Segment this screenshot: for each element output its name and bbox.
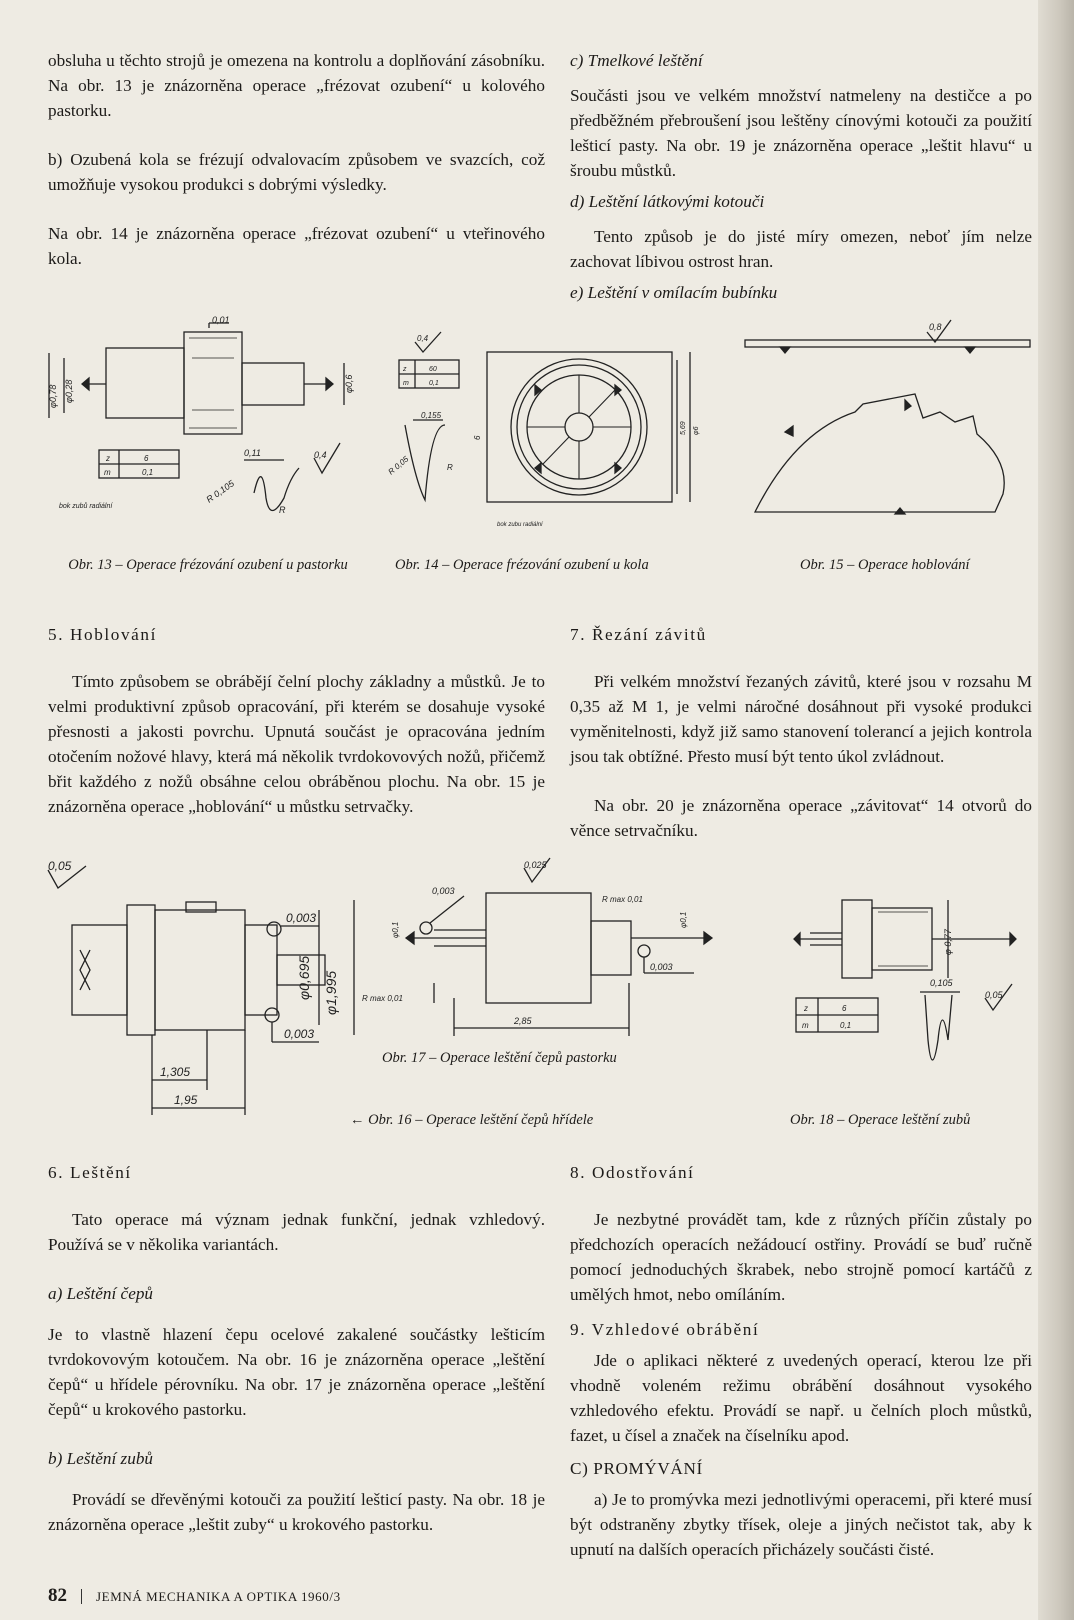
subheading: e) Leštění v omílacím bubínku (570, 283, 778, 302)
table-value: 6 (144, 454, 149, 463)
paragraph: Na obr. 20 je znázorněna operace „závitovat“ 14 otvorů do věnce setrvačníku. (570, 796, 1032, 840)
dim-label: R max 0,01 (362, 994, 403, 1003)
right-column-top (570, 48, 1032, 315)
dim-label: 0,11 (244, 448, 261, 458)
dim-label: 0,003 (650, 962, 673, 972)
figure-caption: Obr. 17 – Operace leštění čepů pastorku (382, 1050, 617, 1066)
table-label: z (403, 366, 407, 373)
dim-label: φ1,995 (323, 970, 339, 1015)
right-column-bottom (570, 1160, 1032, 1586)
paragraph: Součásti jsou ve velkém množství natmeleny na destičce a po předběžném přebroušení jsou leštěny cínovými kotouči za použití lešticí pasty. Na obr. 19 je znázorněna operace „leštit hlavu“ u šroubu můstků. (570, 86, 1032, 180)
page-number: 82 (48, 1585, 67, 1606)
paragraph: Tímto způsobem se obrábějí čelní plochy základny a můstků. Je to velmi produktivní způsob opracování, při kterém se dosahuje vysoké přesnosti a jakosti povrchu. Upnutá součást je opracována jedním otočením nožové hlavy, která má několik tvrdokovových nožů, přičemž břit každého z nožů obsáhne celou obráběnou plochu. Na obr. 15 je znázorněna operace „hoblování“ u můstku setrvačky. (48, 672, 545, 816)
section-heading: 6. Leštění (48, 1163, 132, 1182)
subheading: b) Leštění zubů (48, 1449, 154, 1468)
subheading: c) Tmelkové leštění (570, 51, 703, 70)
dim-label: R (279, 505, 286, 515)
page-gutter-shadow (1038, 0, 1074, 1620)
table-label: z (804, 1004, 808, 1013)
table-value: 6 (842, 1004, 847, 1013)
right-column-middle (570, 622, 1032, 867)
roughness-label: 0,8 (929, 322, 942, 332)
table-label: z (106, 454, 110, 463)
table-label: m (104, 468, 111, 477)
dim-label: 0,003 (286, 911, 317, 925)
table-value: 0,1 (840, 1021, 852, 1030)
figure-caption: Obr. 13 – Operace frézování ozubení u pastorku (68, 557, 348, 573)
figure-note: bok zubů radiální (59, 503, 113, 510)
dim-label: R max 0,01 (602, 895, 643, 904)
paragraph: Při velkém množství řezaných závitů, které jsou v rozsahu M 0,35 až M 1, je velmi náročné dosáhnout při vysoké produkci vyměnitelnosti, když již samo stanovení tolerancí a jejich kontrola jsou tak obtížné. Přesto musí být tento úkol zvládnout. (570, 672, 1032, 766)
dim-label: R 0,105 (204, 478, 236, 505)
paragraph: Jde o aplikaci některé z uvedených operací, kterou lze při vhodně voleném režimu obrábění dosáhnout vysokého vzhledového efektu. Provádí se např. u čelních ploch můstků, fazet, u čísel a značek na číselníku apod. (570, 1351, 1032, 1445)
paragraph: Na obr. 14 je znázorněna operace „frézovat ozubení“ u vteřinového kola. (48, 224, 545, 268)
dim-label: φ0,6 (344, 374, 354, 393)
figure-note: bok zubu radiální (497, 522, 543, 528)
section-heading: C) PROMÝVÁNÍ (570, 1459, 703, 1478)
dim-label: 1,305 (160, 1065, 191, 1079)
dim-label: 1,95 (174, 1093, 198, 1107)
section-heading: 7. Řezání závitů (570, 625, 707, 644)
page-footer (48, 1585, 341, 1607)
dim-label: 0,105 (930, 978, 953, 988)
section-heading: 8. Odostřování (570, 1163, 695, 1182)
table-value: 60 (429, 366, 437, 373)
dim-label: 0,155 (421, 411, 442, 420)
left-column-top (48, 48, 545, 295)
dim-label: φ0,1 (391, 921, 400, 938)
dim-label: R (447, 463, 453, 472)
dim-label: φ0,28 (64, 379, 74, 403)
table-value: 0,1 (429, 380, 439, 387)
figure-14 (385, 330, 710, 535)
dim-label: 0,003 (432, 886, 455, 896)
table-value: 0,1 (142, 468, 154, 477)
roughness-label: 0,05 (985, 990, 1003, 1000)
paragraph: Tato operace má význam jednak funkční, jednak vzhledový. Používá se v několika variantách. (48, 1210, 545, 1254)
roughness-label: 0,4 (314, 450, 327, 460)
dim-label: φ0,78 (48, 384, 58, 408)
paragraph: Je to vlastně hlazení čepu ocelové zakalené součástky lešticím tvrdokovovým kotoučem. Na obr. 16 je znázorněna operace „leštění čepů“ u hřídele pérovníku. Na obr. 17 je znázorněna operace „leštění čepů“ u krokového pastorku. (48, 1325, 545, 1419)
section-heading: 9. Vzhledové obrábění (570, 1320, 760, 1339)
table-label: m (802, 1021, 809, 1030)
section-heading: 5. Hoblování (48, 625, 157, 644)
dim-label: 5,69 (680, 421, 687, 435)
figure-15 (745, 312, 1035, 537)
paragraph: Je nezbytné provádět tam, kde z různých příčin zůstaly po předchozích operacích nežádoucí ostřiny. Provádí se buď ručně pomocí jednoduchých škrabek, nebo strojně pomocí kartáčů z umělých hmot, nebo omíláním. (570, 1210, 1032, 1304)
paragraph: Provádí se dřevěnými kotouči za použití lešticí pasty. Na obr. 18 je znázorněna operace „leštit zuby“ u krokového pastorku. (48, 1490, 545, 1534)
figure-13 (44, 315, 374, 533)
left-column-middle (48, 622, 545, 843)
figure-18 (780, 880, 1035, 1090)
paragraph: a) Je to promývka mezi jednotlivými operacemi, při které musí být odstraněny zbytky třísek, oleje a jiných nečistot tak, aby k upnutí na dalších operacích přicházely součásti čisté. (570, 1490, 1032, 1559)
figure-16 (44, 860, 384, 1140)
roughness-label: 0,05 (48, 859, 72, 873)
left-column-bottom (48, 1160, 545, 1561)
figure-caption: Obr. 18 – Operace leštění zubů (790, 1112, 971, 1128)
roughness-label: 0,4 (417, 334, 429, 343)
figure-caption: Obr. 15 – Operace hoblování (800, 557, 970, 573)
paragraph: obsluha u těchto strojů je omezena na kontrolu a doplňování zásobníku. Na obr. 13 je znázorněna operace „frézovat ozubení“ u kolového pastorku. (48, 51, 545, 120)
dim-label: φ0,1 (679, 911, 688, 928)
figure-caption: ← Obr. 16 – Operace leštění čepů hřídele (350, 1112, 594, 1128)
dim-label: 0,01 (212, 315, 230, 325)
paragraph: b) Ozubená kola se frézují odvalovacím způsobem ve svazcích, což umožňuje vysokou produkci s dobrými výsledky. (48, 150, 545, 194)
dim-label: φ0,695 (296, 955, 312, 1000)
dim-label: 6 (473, 435, 482, 440)
subheading: a) Leštění čepů (48, 1284, 154, 1303)
dim-label: R 0,05 (386, 454, 411, 477)
dim-label: 2,85 (514, 1016, 532, 1026)
table-label: m (403, 380, 409, 387)
figure-caption: Obr. 14 – Operace frézování ozubení u kola (395, 557, 649, 573)
dim-label: φ6 (693, 426, 700, 435)
journal-name: JEMNÁ MECHANIKA A OPTIKA 1960/3 (81, 1589, 341, 1604)
figure-17 (362, 858, 724, 1038)
paragraph: Tento způsob je do jisté míry omezen, neboť jím nelze zachovat líbivou ostrost hran. (570, 227, 1032, 271)
roughness-label: 0,025 (524, 860, 547, 870)
dim-label: 0,003 (284, 1027, 315, 1041)
dim-label: φ 0,77 (943, 929, 953, 955)
subheading: d) Leštění látkovými kotouči (570, 192, 765, 211)
